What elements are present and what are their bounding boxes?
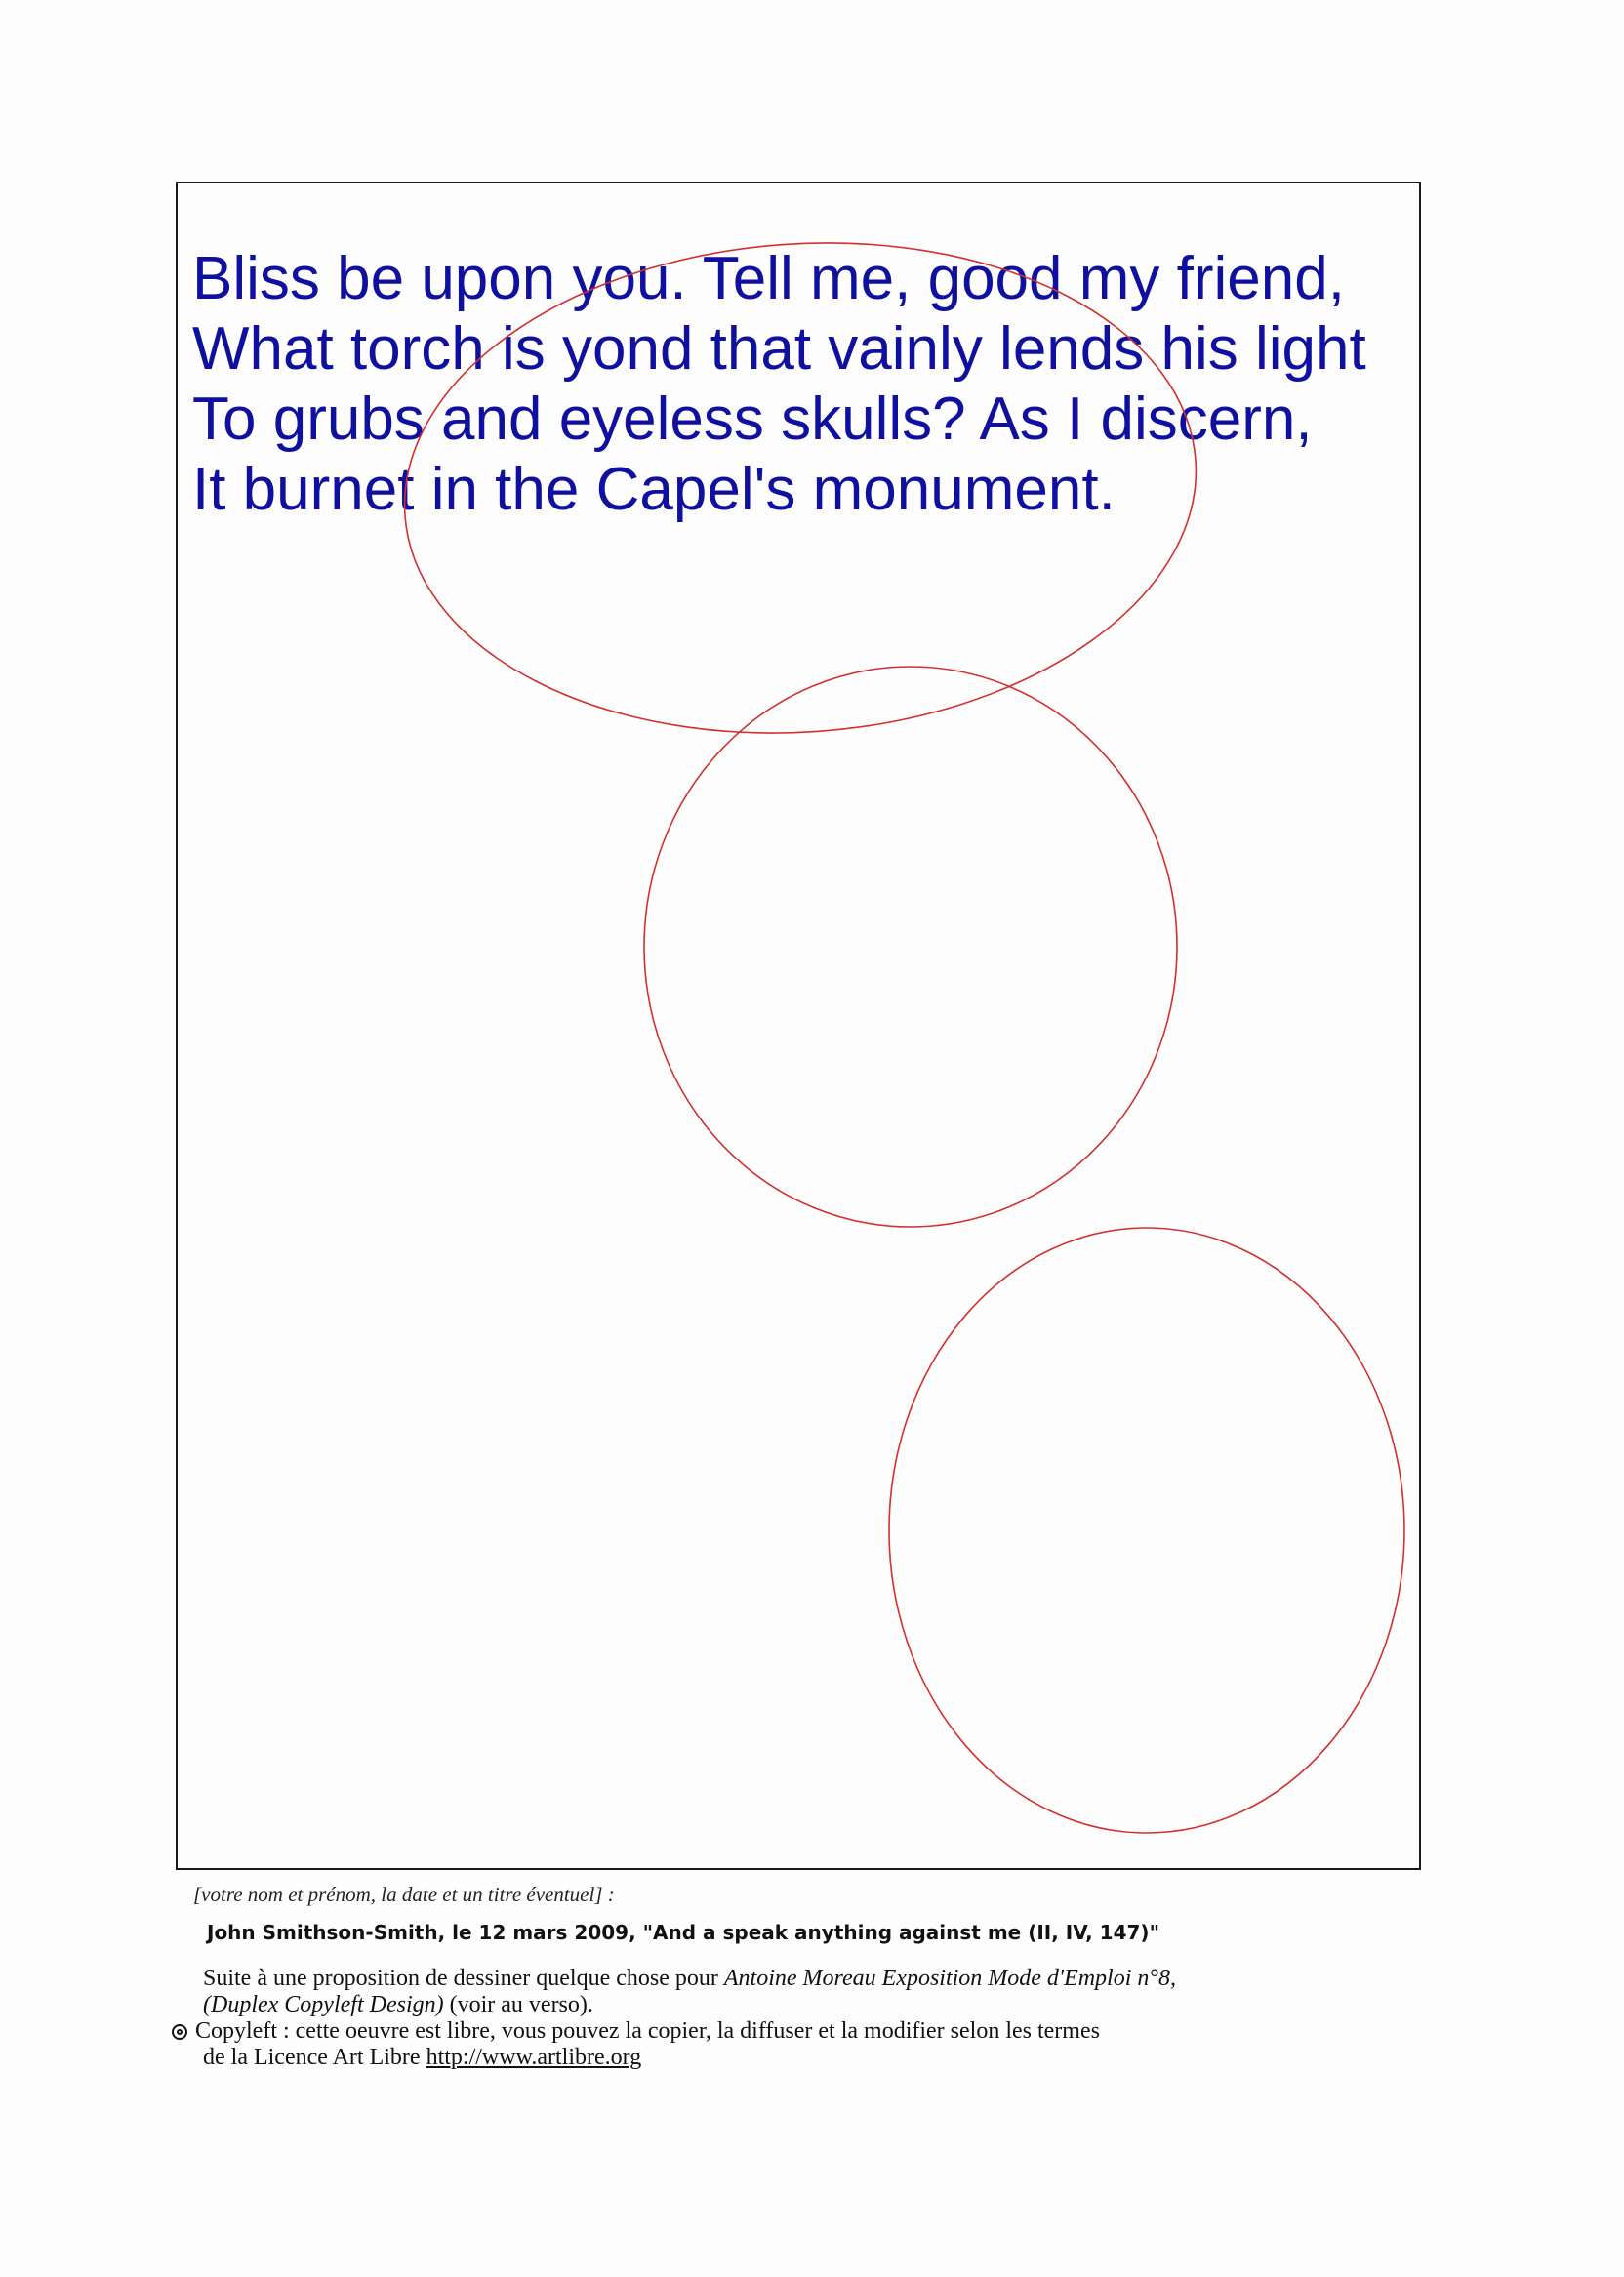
notes-text: Suite à une proposition de dessiner quelque chose pour (203, 1966, 724, 1991)
licence-link[interactable]: http://www.artlibre.org (426, 2045, 642, 2070)
duplex-title: (Duplex Copyleft Design) (203, 1992, 444, 2017)
poem-line: To grubs and eyeless skulls? As I discern, (192, 386, 1313, 453)
licence-text: de la Licence Art Libre (203, 2045, 426, 2070)
notes-line-3 (172, 2018, 1176, 2045)
name-date-prompt: [votre nom et prénom, la date et un titre éventuel] : (193, 1883, 615, 1906)
poem-line: What torch is yond that vainly lends his light (192, 315, 1366, 383)
poem-line: It burnet in the Capel's monument. (192, 456, 1116, 523)
notes-line-4 (172, 2045, 1176, 2071)
notes-text: (voir au verso). (443, 1992, 593, 2017)
middle-oval (644, 667, 1177, 1227)
poem-line: Bliss be upon you. Tell me, good my friend, (192, 245, 1345, 312)
notes-line-2 (172, 1992, 1176, 2018)
upper-oval (388, 217, 1213, 758)
copyleft-notes (172, 1966, 1176, 2071)
artist-credit: John Smithson-Smith, le 12 mars 2009, "And a speak anything against me (II, IV, 147)" (207, 1921, 1159, 1944)
exhibition-title: Antoine Moreau Exposition Mode d'Emploi n°8, (723, 1966, 1176, 1991)
notes-line-1 (172, 1966, 1176, 1992)
copyleft-text: Copyleft : cette oeuvre est libre, vous pouvez la copier, la diffuser et la modifier selon les termes (195, 2018, 1100, 2044)
lower-oval (889, 1228, 1404, 1833)
copyleft-icon (172, 2024, 187, 2040)
